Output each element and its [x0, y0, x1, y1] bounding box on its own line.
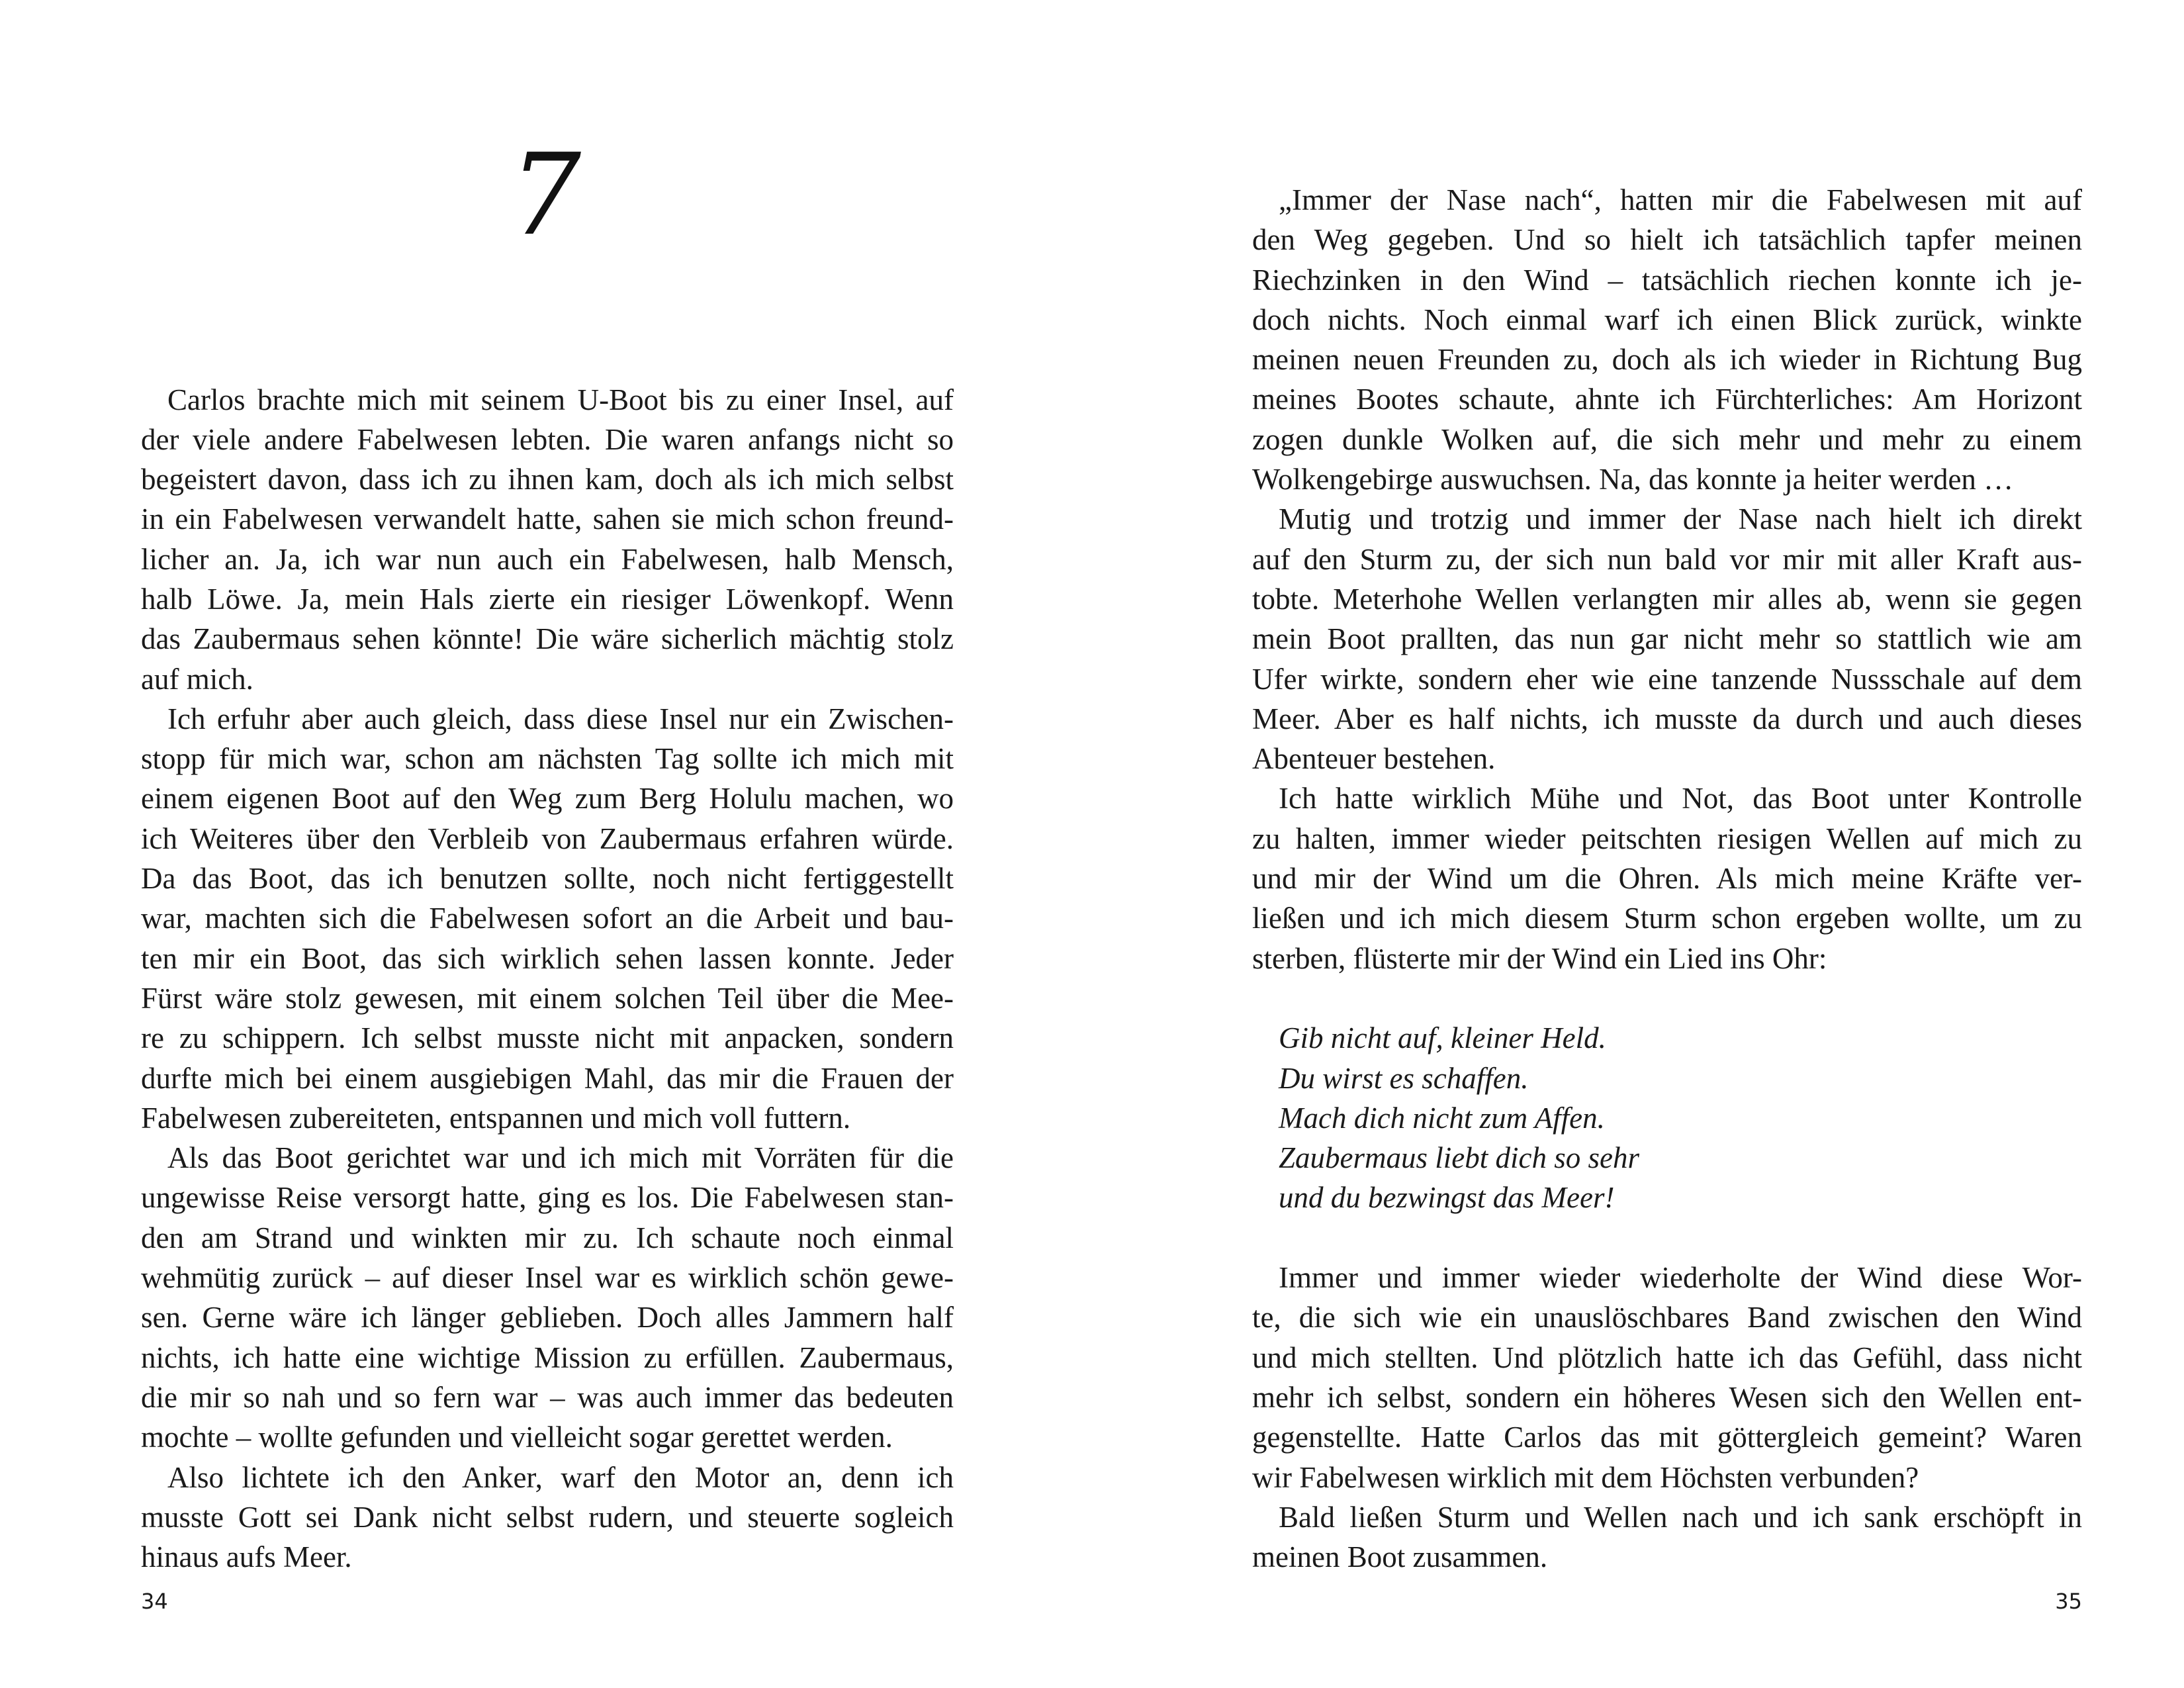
text-line: sterben, flüsterte mir der Wind ein Lied ins Ohr:: [1252, 941, 1827, 975]
text-line: meinen neuen Freunden zu, doch als ich wieder in Richtung Bug: [1252, 343, 2082, 377]
body-text: [1252, 180, 2082, 1577]
text-line: zogen dunkle Wolken auf, die sich mehr und mehr zu einem: [1252, 422, 2082, 456]
text-line: halb Löwe. Ja, mein Hals zierte ein riesiger Löwenkopf. Wenn: [141, 582, 954, 616]
text-line: Wolkengebirge auswuchsen. Na, das konnte ja heiter werden …: [1252, 463, 2014, 496]
text-line: gegenstellte. Hatte Carlos das mit göttergleich gemeint? Waren: [1252, 1421, 2082, 1454]
text-line: Als das Boot gerichtet war und ich mich mit Vorräten für die: [167, 1141, 954, 1175]
text-line: ten mir ein Boot, das sich wirklich sehen lassen konnte. Jeder: [141, 941, 954, 975]
text-line: in ein Fabelwesen verwandelt hatte, sahen sie mich schon freund-: [141, 502, 954, 536]
text-line: Carlos brachte mich mit seinem U-Boot bis zu einer Insel, auf: [167, 383, 954, 416]
text-line: zu halten, immer wieder peitschten riesigen Wellen auf mich zu: [1252, 821, 2082, 855]
text-line: mein Boot prallten, das nun gar nicht mehr so stattlich wie am: [1252, 622, 2082, 656]
text-line: durfte mich bei einem ausgiebigen Mahl, das mir die Frauen der: [141, 1061, 954, 1095]
text-line: Ufer wirkte, sondern eher wie eine tanzende Nussschale auf dem: [1252, 662, 2082, 696]
page-number: 34: [141, 1589, 168, 1614]
blank-line: [1252, 978, 2082, 1018]
text-line: und mich stellten. Und plötzlich hatte ich das Gefühl, dass nicht: [1252, 1340, 2082, 1374]
text-line: Da das Boot, das ich benutzen sollte, noch nicht fertiggestellt: [141, 862, 954, 896]
text-line: Ich hatte wirklich Mühe und Not, das Boot unter Kontrolle: [1279, 782, 2082, 816]
text-line: Immer und immer wieder wiederholte der Wind diese Wor-: [1279, 1261, 2082, 1295]
text-line: der viele andere Fabelwesen lebten. Die waren anfangs nicht so: [141, 422, 954, 456]
text-line: Riechzinken in den Wind – tatsächlich riechen konnte ich je-: [1252, 263, 2082, 297]
text-line: meines Bootes schaute, ahnte ich Fürchterliches: Am Horizont: [1252, 383, 2082, 416]
text-line: Bald ließen Sturm und Wellen nach und ich sank erschöpft in: [1279, 1500, 2082, 1534]
text-line: mochte – wollte gefunden und vielleicht sogar gerettet werden.: [141, 1421, 893, 1454]
text-line: war, machten sich die Fabelwesen sofort an die Arbeit und bau-: [141, 902, 954, 935]
text-line: licher an. Ja, ich war nun auch ein Fabelwesen, halb Mensch,: [141, 542, 954, 576]
text-line: wir Fabelwesen wirklich mit dem Höchsten verbunden?: [1252, 1460, 1919, 1494]
text-line: stopp für mich war, schon am nächsten Tag sollte ich mich mit: [141, 742, 954, 776]
poem-line: Zaubermaus liebt dich so sehr: [1279, 1141, 1639, 1175]
text-line: Mutig und trotzig und immer der Nase nach hielt ich direkt: [1279, 502, 2082, 536]
text-line: sen. Gerne wäre ich länger geblieben. Doch alles Jammern half: [141, 1301, 954, 1335]
text-line: auf mich.: [141, 662, 253, 696]
body-text: [141, 380, 954, 1577]
text-line: meinen Boot zusammen.: [1252, 1540, 1548, 1574]
text-line: Ich erfuhr aber auch gleich, dass diese Insel nur ein Zwischen-: [167, 702, 954, 735]
text-line: auf den Sturm zu, der sich nun bald vor mir mit aller Kraft aus-: [1252, 542, 2082, 576]
page-number: 35: [2055, 1589, 2082, 1614]
text-line: ungewisse Reise versorgt hatte, ging es los. Die Fabelwesen stan-: [141, 1181, 954, 1215]
text-line: „Immer der Nase nach“, hatten mir die Fabelwesen mit auf: [1279, 183, 2082, 216]
text-line: tobte. Meterhohe Wellen verlangten mir alles ab, wenn sie gegen: [1252, 582, 2082, 616]
text-line: Meer. Aber es half nichts, ich musste da durch und auch dieses: [1252, 702, 2082, 735]
text-line: musste Gott sei Dank nicht selbst rudern, und steuerte sogleich: [141, 1500, 954, 1534]
poem-line: Mach dich nicht zum Affen.: [1279, 1101, 1605, 1135]
poem-line: Du wirst es schaffen.: [1279, 1061, 1529, 1095]
text-line: Fürst wäre stolz gewesen, mit einem solchen Teil über die Mee-: [141, 981, 954, 1015]
text-line: re zu schippern. Ich selbst musste nicht mit anpacken, sondern: [141, 1021, 954, 1055]
text-line: den Weg gegeben. Und so hielt ich tatsächlich tapfer meinen: [1252, 223, 2082, 257]
poem-line: Gib nicht auf, kleiner Held.: [1279, 1021, 1606, 1055]
text-line: ließen und ich mich diesem Sturm schon ergeben wollte, um zu: [1252, 902, 2082, 935]
text-line: den am Strand und winkten mir zu. Ich schaute noch einmal: [141, 1221, 954, 1254]
right-page: [1092, 0, 2184, 1688]
text-line: doch nichts. Noch einmal warf ich einen Blick zurück, winkte: [1252, 303, 2082, 336]
blank-line: [1252, 1218, 2082, 1258]
text-line: Also lichtete ich den Anker, warf den Motor an, denn ich: [167, 1460, 954, 1494]
text-line: die mir so nah und so fern war – was auch immer das bedeuten: [141, 1380, 954, 1414]
text-line: nichts, ich hatte eine wichtige Mission zu erfüllen. Zaubermaus,: [141, 1340, 954, 1374]
text-line: das Zaubermaus sehen könnte! Die wäre sicherlich mächtig stolz: [141, 622, 954, 656]
text-line: ich Weiteres über den Verbleib von Zaubermaus erfahren würde.: [141, 821, 954, 855]
text-line: hinaus aufs Meer.: [141, 1540, 352, 1574]
text-line: te, die sich wie ein unauslöschbares Band zwischen den Wind: [1252, 1301, 2082, 1335]
text-line: Fabelwesen zubereiteten, entspannen und mich voll futtern.: [141, 1101, 851, 1135]
text-line: begeistert davon, dass ich zu ihnen kam, doch als ich mich selbst: [141, 463, 954, 496]
text-line: mehr ich selbst, sondern ein höheres Wesen sich den Wellen ent-: [1252, 1380, 2082, 1414]
poem-line: und du bezwingst das Meer!: [1279, 1181, 1615, 1215]
text-line: und mir der Wind um die Ohren. Als mich meine Kräfte ver-: [1252, 862, 2082, 896]
text-line: Abenteuer bestehen.: [1252, 742, 1496, 776]
text-line: einem eigenen Boot auf den Weg zum Berg Holulu machen, wo: [141, 782, 954, 816]
text-line: wehmütig zurück – auf dieser Insel war es wirklich schön gewe-: [141, 1261, 954, 1295]
chapter-number: 7: [510, 130, 582, 261]
